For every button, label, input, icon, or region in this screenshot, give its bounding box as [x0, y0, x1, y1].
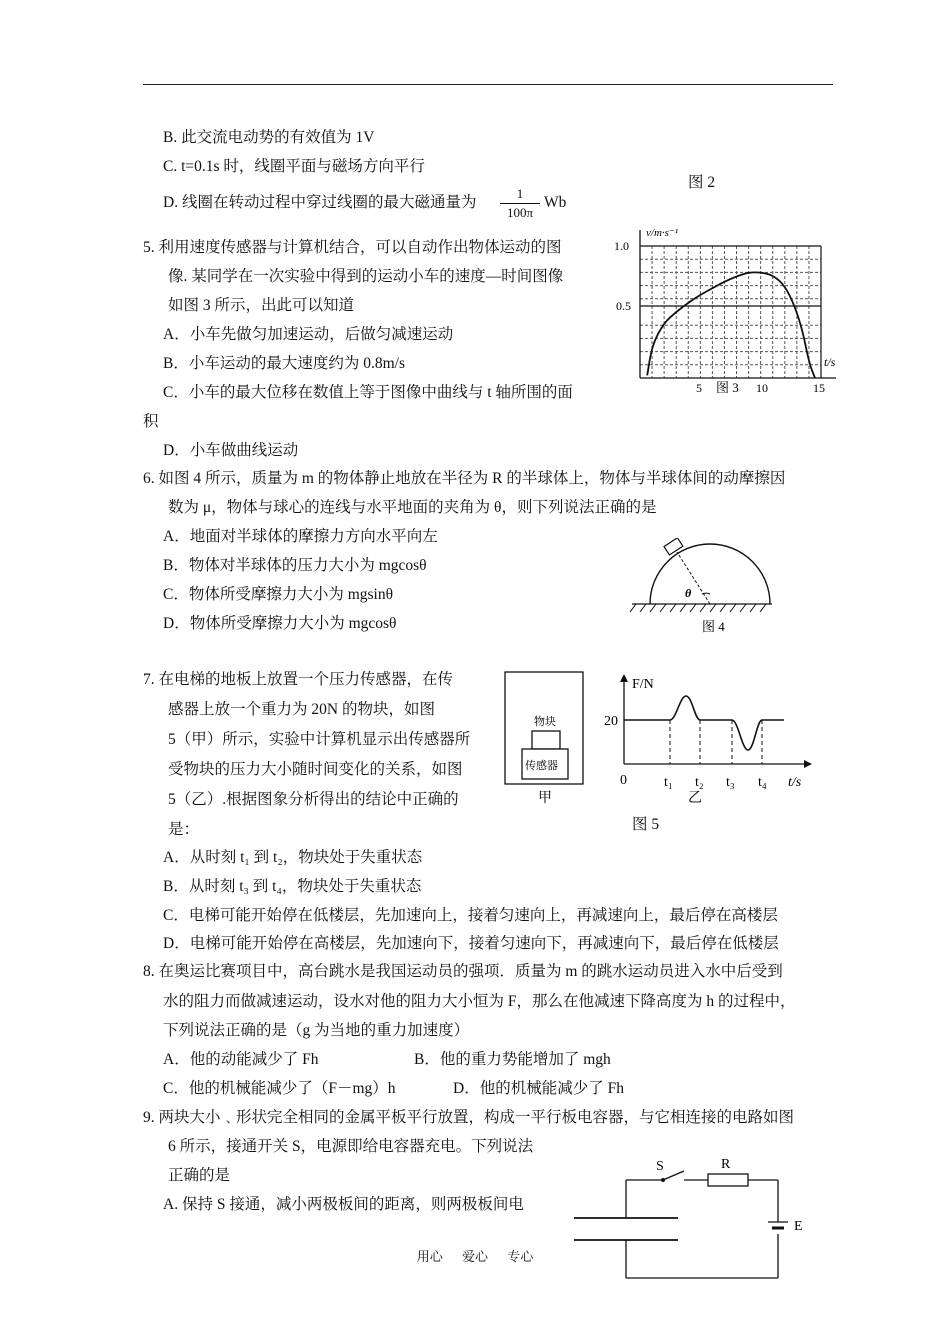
graph3-x-unit: t/s	[824, 355, 836, 369]
q8-stem-line2: 水的阻力而做减速运动，设水对他的阻力大小恒为 F，那么在他减速下降高度为 h 的过程中，	[163, 993, 796, 1010]
q6-option-a: A．地面对半球体的摩擦力方向水平向左	[163, 528, 438, 545]
graph3-x-tick-10: 10	[756, 381, 768, 394]
ft-t2: t₂	[695, 775, 704, 790]
radius-line	[677, 552, 710, 604]
ground-hatching	[630, 604, 766, 612]
q6-option-c: C．物体所受摩擦力大小为 mgsinθ	[163, 586, 394, 603]
header-rule	[143, 84, 833, 85]
q5-option-d: D．小车做曲线运动	[163, 442, 299, 459]
fig4-caption: 图 4	[702, 619, 725, 634]
q9-stem-line1: 9. 两块大小﹑形状完全相同的金属平板平行放置，构成一平行板电容器，与它相连接的电路如图	[143, 1109, 795, 1126]
switch-label: S	[656, 1159, 664, 1174]
fraction-bar	[500, 203, 540, 204]
q8-option-a: A．他的动能减少了 Fh	[163, 1051, 319, 1068]
block-rect	[532, 731, 560, 749]
q5-option-a: A．小车先做匀加速运动，后做匀减速运动	[163, 326, 454, 343]
ft-dashed-markers	[670, 720, 762, 764]
fig5-caption: 图 5	[632, 816, 660, 833]
q4-option-b: B. 此交流电动势的有效值为 1V	[163, 129, 375, 146]
q6-stem-line2: 数为 μ，物体与球心的连线与水平地面的夹角为 θ，则下列说法正确的是	[168, 499, 657, 516]
q9-stem-line2: 6 所示，接通开关 S，电源即给电容器充电。下列说法	[168, 1138, 534, 1155]
angle-arc	[702, 593, 710, 594]
q7-stem-line6: 是：	[168, 821, 200, 838]
page-footer	[0, 1246, 950, 1265]
q8-stem-line3: 下列说法正确的是（g 为当地的重力加速度）	[163, 1022, 470, 1039]
q7-stem-line3: 5（甲）所示，实验中计算机显示出传感器所	[168, 731, 471, 748]
figure-3-vt-graph	[608, 222, 848, 394]
ft-force-curve	[624, 696, 784, 750]
battery-label: E	[794, 1219, 803, 1234]
fig5-jia-label: 甲	[538, 791, 552, 806]
q8-option-d: D．他的机械能减少了 Fh	[453, 1080, 624, 1097]
fig3-caption: 图 3	[716, 380, 739, 394]
ft-x-arrow	[804, 760, 812, 768]
q7-option-b: B．从时刻 t₃ 到 t₄，物块处于失重状态	[163, 878, 422, 895]
q8-stem-line1: 8. 在奥运比赛项目中，高台跳水是我国运动员的强项．质量为 m 的跳水运动员进入水中后受到	[143, 963, 783, 980]
graph3-y-unit: v/m·s⁻¹	[646, 227, 679, 239]
q6-stem-line1: 6. 如图 4 所示，质量为 m 的物体静止地放在半径为 R 的半球体上，物体与半球体间的动摩擦因	[143, 470, 786, 487]
sensor-label: 传感器	[525, 760, 558, 772]
q7-stem-line5: 5（乙）.根据图象分析得出的结论中正确的	[168, 791, 459, 808]
ft-t4: t₄	[758, 775, 767, 790]
q4-fraction	[500, 186, 540, 221]
q5-option-c: C．小车的最大位移在数值上等于图像中曲线与 t 轴所围的面	[163, 384, 573, 401]
fig2-caption: 图 2	[688, 174, 716, 191]
ft-x-label: t/s	[788, 775, 802, 790]
q6-option-b: B．物体对半球体的压力大小为 mgcosθ	[163, 557, 427, 574]
q7-option-a: A．从时刻 t₁ 到 t₂，物块处于失重状态	[163, 849, 423, 866]
block-label: 物块	[534, 716, 556, 728]
graph3-grid	[640, 246, 821, 378]
ft-y-label: F/N	[632, 677, 654, 692]
graph3-x-tick-15: 15	[813, 381, 825, 394]
q5-stem-line1: 5. 利用速度传感器与计算机结合，可以自动作出物体运动的图	[143, 239, 562, 256]
q7-option-d: D．电梯可能开始停在高楼层，先加速向下，接着匀速向下，再减速向下，最后停在低楼层	[163, 935, 779, 952]
footer-word-3: 专心	[507, 1249, 534, 1264]
q8-option-c: C．他的机械能减少了（F－mg）h	[163, 1080, 396, 1097]
q5-option-b: B．小车运动的最大速度约为 0.8m/s	[163, 355, 405, 372]
q7-option-c: C．电梯可能开始停在低楼层，先加速向上，接着匀速向上，再减速向上，最后停在高楼层	[163, 907, 778, 924]
fig5-yi-label: 乙	[688, 791, 702, 806]
q9-option-a: A. 保持 S 接通，减小两极板间的距离，则两极板间电	[163, 1196, 524, 1213]
switch-blade	[663, 1171, 684, 1180]
fraction-numerator: 1	[516, 186, 524, 201]
figure-5-jia-elevator	[500, 668, 590, 808]
q6-option-d: D．物体所受摩擦力大小为 mgcosθ	[163, 615, 397, 632]
resistor-label: R	[721, 1157, 731, 1172]
q4-unit: Wb	[544, 194, 567, 211]
q5-stem-line2: 像. 某同学在一次实验中得到的运动小车的速度—时间图像	[168, 268, 564, 285]
footer-word-2: 爱心	[461, 1249, 488, 1264]
graph3-y-tick-1: 1.0	[614, 239, 629, 253]
q7-stem-line4: 受物块的压力大小随时间变化的关系，如图	[168, 761, 463, 778]
figure-4-hemisphere	[622, 538, 782, 638]
ft-y-arrow	[620, 674, 628, 682]
ft-t3: t₃	[726, 775, 735, 790]
q4-option-d: D. 线圈在转动过程中穿过线圈的最大磁通量为	[163, 194, 477, 211]
ft-origin: 0	[620, 773, 627, 788]
q8-option-b: B．他的重力势能增加了 mgh	[414, 1051, 611, 1068]
resistor	[708, 1174, 748, 1186]
q9-stem-line3: 正确的是	[168, 1167, 231, 1184]
footer-word-1: 用心	[416, 1249, 443, 1264]
ft-y-tick-20: 20	[604, 714, 618, 729]
graph3-y-tick-05: 0.5	[616, 299, 631, 313]
fraction-denominator: 100π	[506, 205, 534, 220]
graph3-x-tick-5: 5	[696, 381, 702, 394]
q5-stem-line3: 如图 3 所示，出此可以知道	[168, 297, 355, 314]
figure-5-yi-ft-graph	[598, 668, 818, 808]
ft-t1: t₁	[664, 775, 673, 790]
q4-option-c: C. t=0.1s 时，线圈平面与磁场方向平行	[163, 158, 425, 175]
theta-label: θ	[685, 586, 692, 600]
q7-stem-line1: 7. 在电梯的地板上放置一个压力传感器，在传	[143, 671, 454, 688]
q7-stem-line2: 感器上放一个重力为 20N 的物块，如图	[168, 701, 435, 718]
q5-option-c-cont: 积	[143, 413, 159, 430]
